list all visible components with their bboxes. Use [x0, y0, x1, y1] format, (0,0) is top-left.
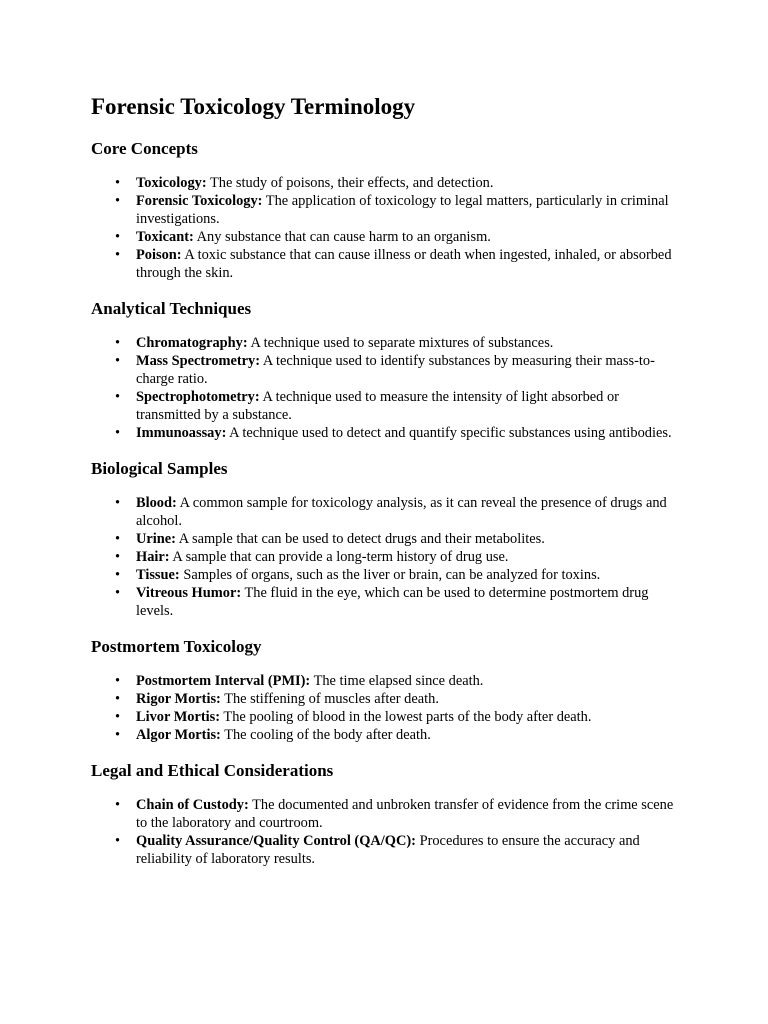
definition: A toxic substance that can cause illness or death when ingested, inhaled, or absorbed through the skin. — [136, 247, 672, 281]
list-item — [115, 584, 678, 620]
definition: A sample that can provide a long-term history of drug use. — [169, 549, 509, 565]
document-title: Forensic Toxicology Terminology — [91, 94, 416, 119]
list-item — [115, 690, 678, 708]
bullet-icon: • — [115, 531, 121, 547]
definition: A technique used to separate mixtures of substances. — [247, 335, 554, 351]
term-list — [91, 174, 678, 282]
term: Immunoassay: — [136, 425, 227, 441]
section-heading: Biological Samples — [91, 459, 228, 478]
definition: The application of toxicology to legal matters, particularly in criminal investigations. — [136, 193, 669, 227]
term: Urine: — [136, 531, 176, 547]
term: Quality Assurance/Quality Control (QA/QC): — [136, 833, 416, 849]
definition: The stiffening of muscles after death. — [220, 691, 439, 707]
bullet-icon: • — [115, 495, 121, 511]
bullet-icon: • — [115, 691, 121, 707]
bullet-icon: • — [115, 335, 121, 351]
list-item — [115, 672, 678, 690]
definition: The fluid in the eye, which can be used to determine postmortem drug levels. — [136, 585, 649, 619]
bullet-icon: • — [115, 389, 121, 405]
definition: The pooling of blood in the lowest parts of the body after death. — [220, 709, 592, 725]
bullet-icon: • — [115, 175, 121, 191]
bullet-icon: • — [115, 833, 121, 849]
section-analytical-techniques — [91, 298, 678, 442]
term: Livor Mortis: — [136, 709, 221, 725]
definition: The documented and unbroken transfer of evidence from the crime scene to the laboratory and courtroom. — [136, 797, 674, 831]
list-item — [115, 548, 678, 566]
section-legal-ethical — [91, 760, 678, 868]
bullet-icon: • — [115, 229, 121, 245]
list-item — [115, 708, 678, 726]
list-item — [115, 334, 678, 352]
section-heading: Analytical Techniques — [91, 299, 252, 318]
definition: Any substance that can cause harm to an organism. — [193, 229, 491, 245]
list-item — [115, 192, 678, 228]
section-biological-samples — [91, 458, 678, 620]
term-list — [91, 334, 678, 442]
term: Algor Mortis: — [136, 727, 221, 743]
definition: Procedures to ensure the accuracy and reliability of laboratory results. — [136, 833, 640, 867]
bullet-icon: • — [115, 709, 121, 725]
section-core-concepts — [91, 138, 678, 282]
section-heading: Core Concepts — [91, 139, 198, 158]
definition: A technique used to identify substances by measuring their mass-to-charge ratio. — [136, 353, 655, 387]
term: Chain of Custody: — [136, 797, 249, 813]
term: Toxicant: — [136, 229, 194, 245]
list-item — [115, 726, 678, 744]
term: Poison: — [136, 247, 182, 263]
list-item — [115, 352, 678, 388]
definition: A common sample for toxicology analysis, as it can reveal the presence of drugs and alcohol. — [136, 495, 667, 529]
list-item — [115, 388, 678, 424]
bullet-icon: • — [115, 193, 121, 209]
term: Forensic Toxicology: — [136, 193, 263, 209]
bullet-icon: • — [115, 549, 121, 565]
bullet-icon: • — [115, 247, 121, 263]
term: Hair: — [136, 549, 170, 565]
definition: Samples of organs, such as the liver or brain, can be analyzed for toxins. — [179, 567, 601, 583]
term: Blood: — [136, 495, 177, 511]
list-item — [115, 530, 678, 548]
list-item — [115, 174, 678, 192]
term: Mass Spectrometry: — [136, 353, 261, 369]
term: Spectrophotometry: — [136, 389, 260, 405]
bullet-icon: • — [115, 727, 121, 743]
bullet-icon: • — [115, 585, 121, 601]
term: Vitreous Humor: — [136, 585, 242, 601]
definition: A technique used to detect and quantify specific substances using antibodies. — [226, 425, 672, 441]
bullet-icon: • — [115, 673, 121, 689]
list-item — [115, 424, 678, 442]
bullet-icon: • — [115, 425, 121, 441]
list-item — [115, 494, 678, 530]
section-heading: Legal and Ethical Considerations — [91, 761, 334, 780]
definition: The study of poisons, their effects, and detection. — [206, 175, 494, 191]
definition: A sample that can be used to detect drugs and their metabolites. — [175, 531, 545, 547]
term-list — [91, 796, 678, 868]
list-item — [115, 796, 678, 832]
bullet-icon: • — [115, 567, 121, 583]
term: Postmortem Interval (PMI): — [136, 673, 311, 689]
definition: The cooling of the body after death. — [220, 727, 431, 743]
term: Toxicology: — [136, 175, 207, 191]
list-item — [115, 832, 678, 868]
bullet-icon: • — [115, 797, 121, 813]
list-item — [115, 566, 678, 584]
definition: A technique used to measure the intensity of light absorbed or transmitted by a substance. — [136, 389, 619, 423]
term: Chromatography: — [136, 335, 248, 351]
term-list — [91, 494, 678, 620]
definition: The time elapsed since death. — [310, 673, 484, 689]
bullet-icon: • — [115, 353, 121, 369]
term: Rigor Mortis: — [136, 691, 221, 707]
list-item — [115, 228, 678, 246]
list-item — [115, 246, 678, 282]
term-list — [91, 672, 678, 744]
section-heading: Postmortem Toxicology — [91, 637, 262, 656]
term: Tissue: — [136, 567, 180, 583]
section-postmortem-toxicology — [91, 636, 678, 744]
